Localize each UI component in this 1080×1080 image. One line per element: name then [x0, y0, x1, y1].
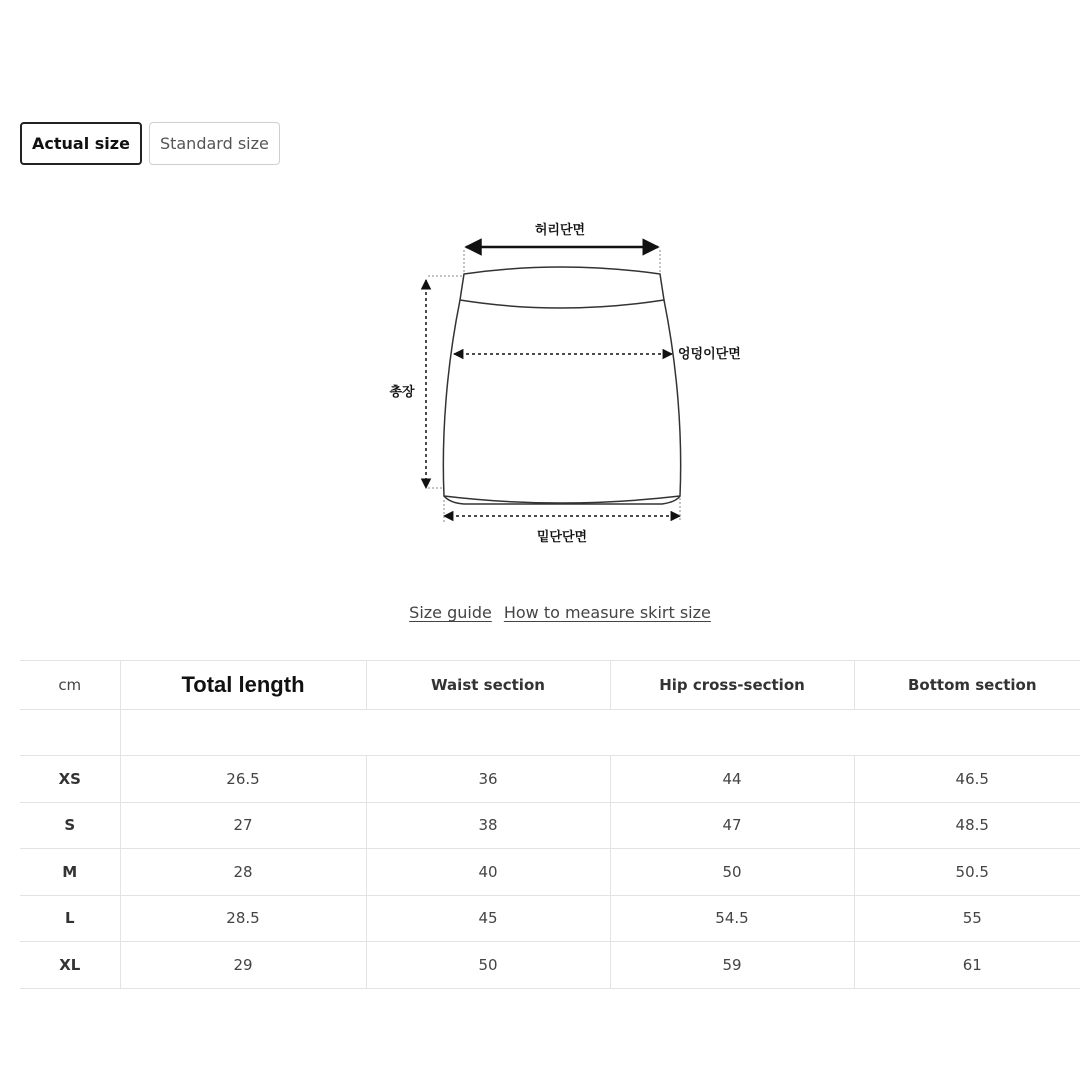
table-blank-row [20, 710, 1080, 756]
help-links [0, 603, 1080, 622]
how-to-measure-link[interactable]: How to measure skirt size [503, 603, 711, 622]
bottom-cell: 46.5 [854, 756, 1080, 803]
hip-cell: 47 [610, 802, 854, 849]
waist-cell: 36 [366, 756, 610, 803]
bottom-header: Bottom section [854, 661, 1080, 710]
total-length-header: Total length [120, 661, 366, 710]
total-length-cell: 29 [120, 942, 366, 989]
waist-header: Waist section [366, 661, 610, 710]
skirt-outline [443, 267, 680, 504]
table-row [20, 756, 1080, 803]
waist-cell: 38 [366, 802, 610, 849]
bottom-cell: 48.5 [854, 802, 1080, 849]
waist-cell: 40 [366, 849, 610, 896]
hip-cell: 50 [610, 849, 854, 896]
size-cell: M [20, 849, 120, 896]
total-length-cell: 26.5 [120, 756, 366, 803]
hip-cell: 54.5 [610, 895, 854, 942]
waist-cell: 50 [366, 942, 610, 989]
total-length-cell: 28.5 [120, 895, 366, 942]
table-row [20, 802, 1080, 849]
skirt-measurement-diagram [380, 210, 760, 560]
length-label: 총장 [389, 385, 415, 400]
unit-header: cm [20, 661, 120, 710]
size-cell: XS [20, 756, 120, 803]
hip-cell: 44 [610, 756, 854, 803]
table-row [20, 849, 1080, 896]
standard-size-button[interactable]: Standard size [149, 122, 280, 165]
table-row [20, 942, 1080, 989]
total-length-cell: 27 [120, 802, 366, 849]
table-row [20, 895, 1080, 942]
bottom-cell: 50.5 [854, 849, 1080, 896]
size-type-toggle [20, 122, 280, 165]
hip-header: Hip cross-section [610, 661, 854, 710]
table-header-row [20, 661, 1080, 710]
size-cell: S [20, 802, 120, 849]
bottom-cell: 55 [854, 895, 1080, 942]
size-table [20, 660, 1080, 989]
hip-label: 엉덩이단면 [678, 347, 741, 362]
blank-cell [120, 710, 1080, 756]
waist-cell: 45 [366, 895, 610, 942]
actual-size-button[interactable]: Actual size [20, 122, 142, 165]
waist-label: 허리단면 [534, 223, 586, 238]
total-length-cell: 28 [120, 849, 366, 896]
bottom-cell: 61 [854, 942, 1080, 989]
size-cell: XL [20, 942, 120, 989]
hip-cell: 59 [610, 942, 854, 989]
size-guide-link[interactable]: Size guide [409, 603, 492, 622]
size-cell: L [20, 895, 120, 942]
blank-cell [20, 710, 120, 756]
bottom-label: 밑단단면 [536, 530, 588, 545]
